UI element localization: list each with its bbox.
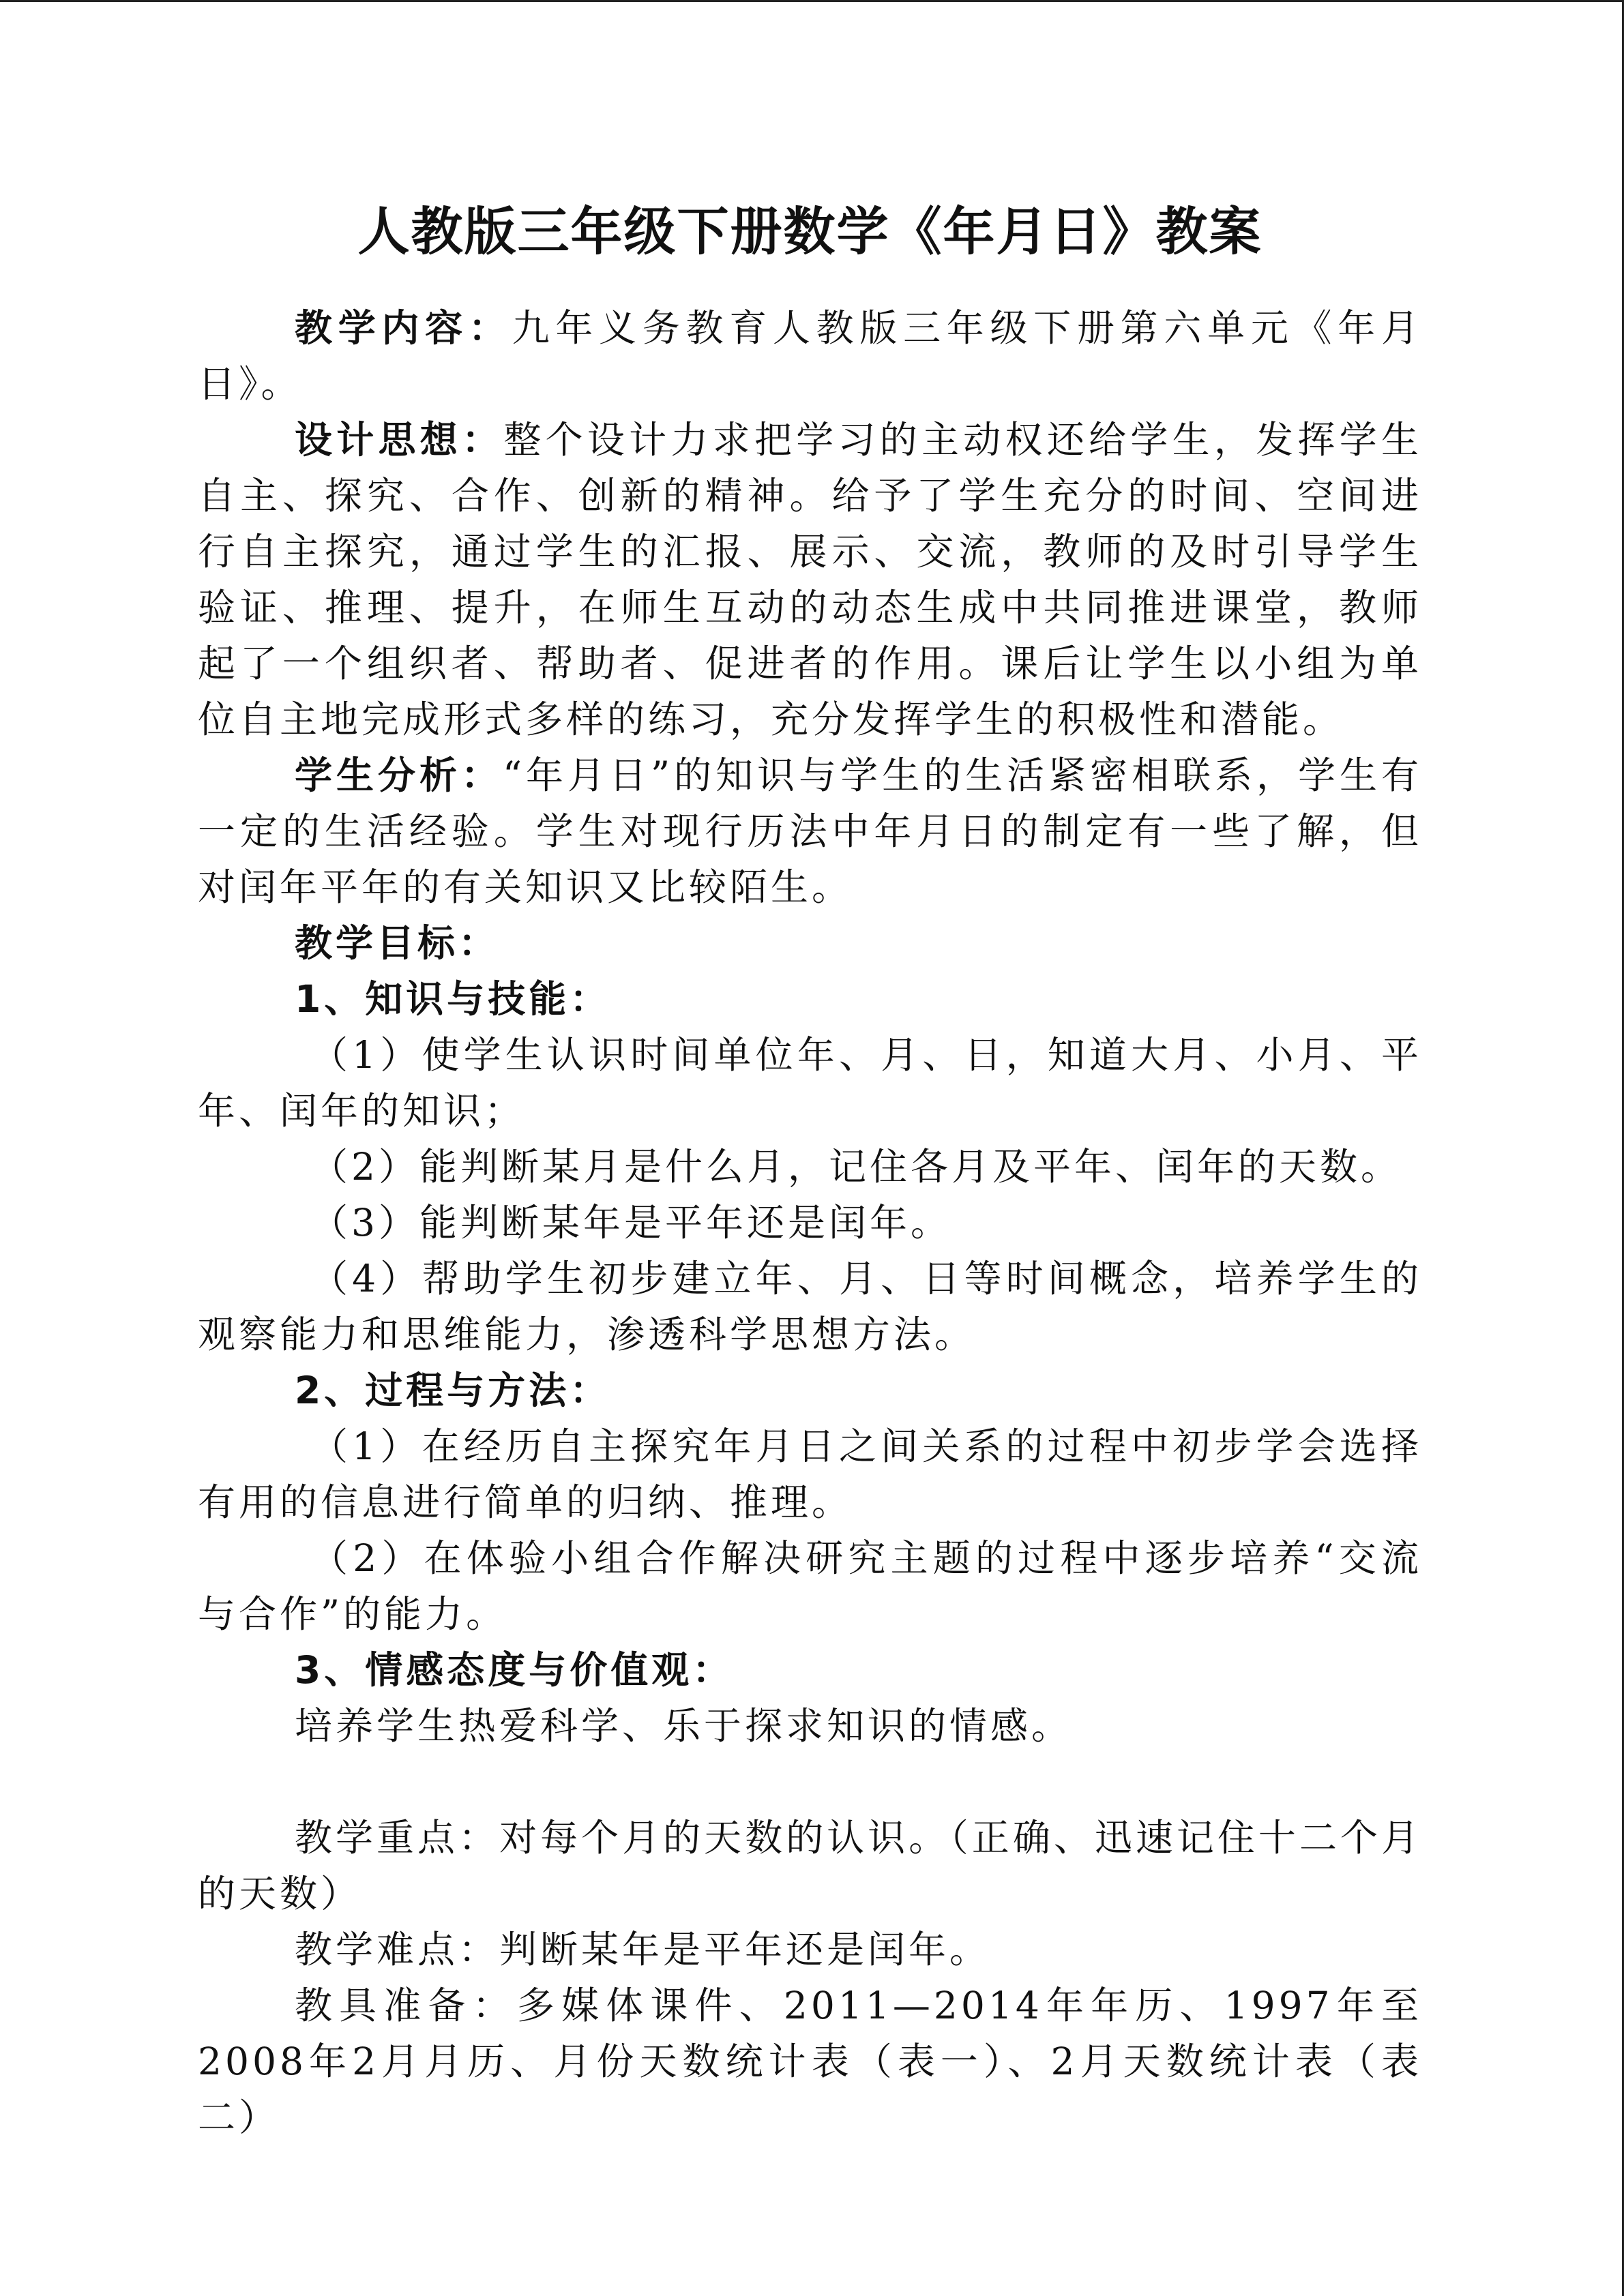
goal2-item: （1）在经历自主探究年月日之间关系的过程中初步学会选择有用的信息进行简单的归纳、推理。 bbox=[198, 1425, 1422, 1524]
document-body bbox=[198, 184, 1422, 2145]
goal3-heading: 3、情感态度与价值观： bbox=[295, 1648, 734, 1692]
materials: 教具准备：多媒体课件、2011—2014年年历、1997年至2008年2月月历、月份天数统计表（表一）、2月天数统计表（表二） bbox=[198, 1984, 1422, 2139]
goals-heading: 教学目标： bbox=[295, 921, 500, 965]
goal1-item: （1）使学生认识时间单位年、月、日，知道大月、小月、平年、闰年的知识； bbox=[198, 1033, 1422, 1133]
document-title: 人教版三年级下册数学《年月日》教案 bbox=[357, 201, 1263, 262]
teaching-content bbox=[198, 300, 1422, 412]
goal1-item: （3）能判断某年是平年还是闰年。 bbox=[310, 1201, 951, 1244]
goal1-item: （4）帮助学生初步建立年、月、日等时间概念，培养学生的观察能力和思维能力，渗透科学思想方法。 bbox=[198, 1257, 1422, 1356]
spacer bbox=[198, 1754, 1422, 1810]
page-border-top bbox=[0, 0, 1624, 2]
goal2-item: （2）在体验小组合作解决研究主题的过程中逐步培养“交流与合作”的能力。 bbox=[198, 1536, 1422, 1636]
design-idea bbox=[198, 412, 1422, 747]
difficulty: 教学难点：判断某年是平年还是闰年。 bbox=[295, 1928, 991, 1971]
student-analysis-text: “年月日”的知识与学生的生活紧密相联系，学生有一定的生活经验。学生对现行历法中年月日的制定有一些了解，但对闰年平年的有关知识又比较陌生。 bbox=[198, 754, 1422, 909]
teaching-content-text: 九年义务教育人教版三年级下册第六单元《年月日》。 bbox=[198, 306, 1422, 406]
key-point: 教学重点：对每个月的天数的认识。（正确、迅速记住十二个月的天数） bbox=[198, 1816, 1422, 1915]
teaching-content-label: 教学内容： bbox=[295, 306, 512, 350]
design-idea-label: 设计思想： bbox=[295, 418, 504, 462]
goal2-heading: 2、过程与方法： bbox=[295, 1369, 611, 1412]
student-analysis bbox=[198, 747, 1422, 915]
goal1-heading: 1、知识与技能： bbox=[295, 977, 611, 1021]
design-idea-text: 整个设计力求把学习的主动权还给学生，发挥学生自主、探究、合作、创新的精神。给予了学生充分的时间、空间进行自主探究，通过学生的汇报、展示、交流，教师的及时引导学生验证、推理、提升，在师生互动的动态生成中共同推进课堂，教师起了一个组织者、帮助者、促进者的作用。课后让学生以小组为单位自主地完成形式多样的练习，充分发挥学生的积极性和潜能。 bbox=[198, 418, 1422, 741]
goal1-item: （2）能判断某月是什么月，记住各月及平年、闰年的天数。 bbox=[310, 1145, 1402, 1189]
student-analysis-label: 学生分析： bbox=[295, 754, 503, 797]
goal3-text: 培养学生热爱科学、乐于探求知识的情感。 bbox=[295, 1704, 1073, 1748]
